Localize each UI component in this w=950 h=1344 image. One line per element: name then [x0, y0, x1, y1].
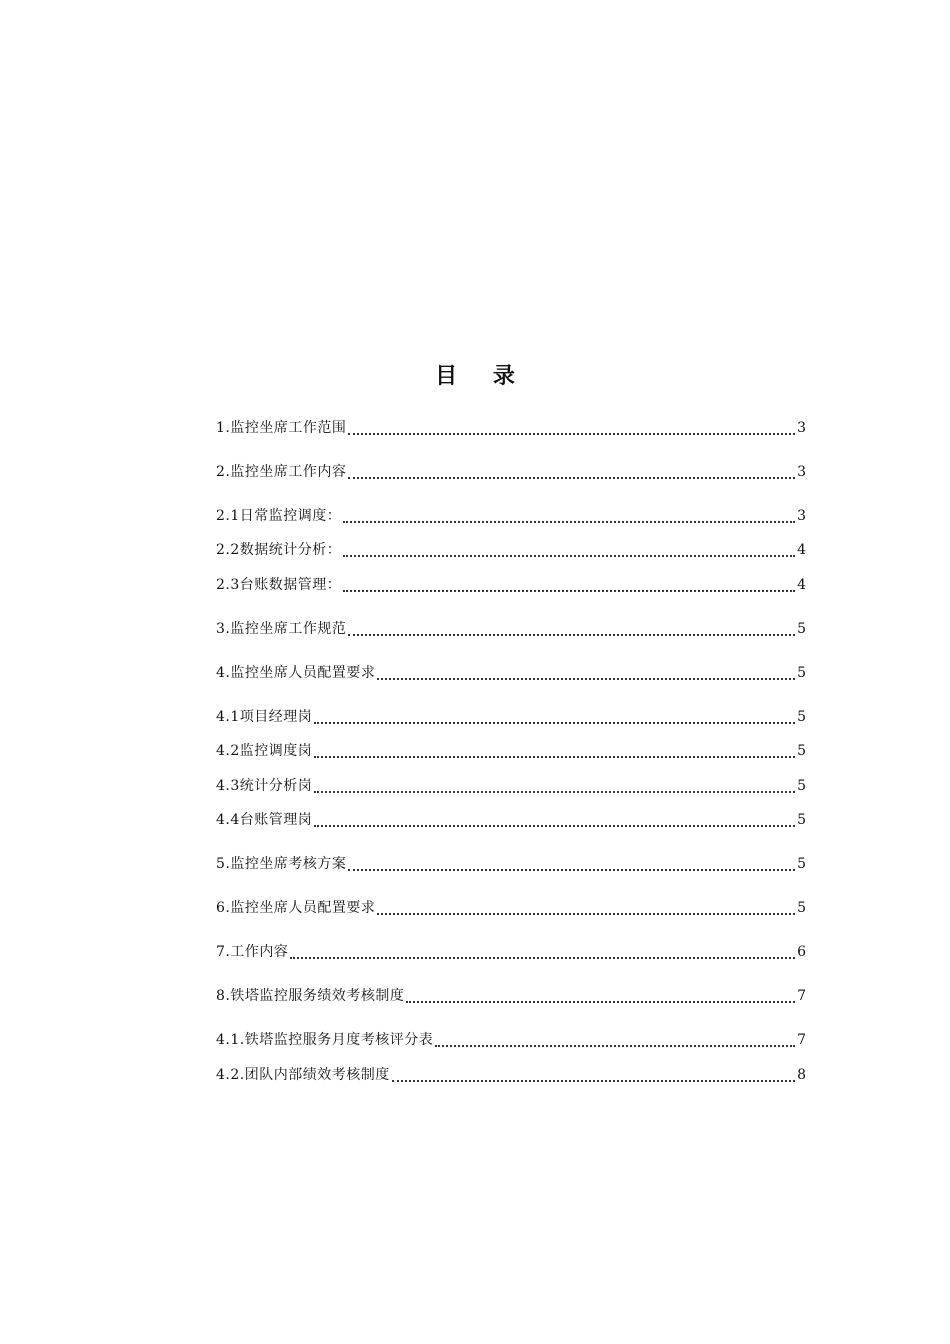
toc-entry-label: 4.1.铁塔监控服务月度考核评分表 — [216, 1032, 434, 1048]
toc-dot-leader — [435, 1045, 795, 1047]
toc-entry-label: 2.2数据统计分析： — [216, 542, 342, 558]
toc-entry[interactable] — [216, 985, 806, 1007]
toc-title: 目 录 — [435, 364, 529, 389]
toc-entry-page: 3 — [797, 508, 806, 524]
toc-dot-leader — [314, 756, 795, 758]
toc-entry[interactable] — [216, 740, 806, 762]
toc-dot-leader — [377, 913, 795, 915]
toc-entry-label: 2.监控坐席工作内容 — [216, 464, 347, 480]
toc-dot-leader — [314, 791, 795, 793]
toc-dot-leader — [348, 477, 795, 479]
toc-entry[interactable] — [216, 662, 806, 684]
toc-entry-page: 5 — [797, 743, 806, 759]
toc-entry[interactable] — [216, 1064, 806, 1086]
toc-entry-page: 4 — [797, 577, 806, 593]
toc-entry-label: 8.铁塔监控服务绩效考核制度 — [216, 988, 405, 1004]
toc-dot-leader — [406, 1001, 795, 1003]
toc-entry-label: 4.4台账管理岗 — [216, 812, 313, 828]
toc-entry-page: 5 — [797, 900, 806, 916]
toc-entry[interactable] — [216, 417, 806, 439]
toc-dot-leader — [314, 825, 795, 827]
toc-entry-page: 4 — [797, 542, 806, 558]
toc-entry[interactable] — [216, 853, 806, 875]
toc-entry-page: 5 — [797, 665, 806, 681]
toc-entry-label: 4.1项目经理岗 — [216, 709, 313, 725]
toc-entry-page: 8 — [797, 1067, 806, 1083]
toc-dot-leader — [314, 722, 795, 724]
toc-dot-leader — [348, 869, 795, 871]
toc-entry-label: 7.工作内容 — [216, 944, 289, 960]
toc-entry-page: 5 — [797, 812, 806, 828]
toc-entry-label: 4.2.团队内部绩效考核制度 — [216, 1067, 390, 1083]
toc-entry-label: 4.3统计分析岗 — [216, 778, 313, 794]
toc-entry[interactable] — [216, 775, 806, 797]
toc-dot-leader — [377, 678, 795, 680]
toc-dot-leader — [343, 521, 795, 523]
toc-entry-label: 4.2监控调度岗 — [216, 743, 313, 759]
toc-dot-leader — [348, 433, 795, 435]
toc-entry-page: 5 — [797, 709, 806, 725]
toc-entry-page: 5 — [797, 856, 806, 872]
toc-entry-page: 3 — [797, 420, 806, 436]
toc-dot-leader — [343, 590, 795, 592]
toc-entry-label: 6.监控坐席人员配置要求 — [216, 900, 376, 916]
toc-entry[interactable] — [216, 539, 806, 561]
toc-entry-label: 3.监控坐席工作规范 — [216, 621, 347, 637]
toc-entry-page: 7 — [797, 988, 806, 1004]
toc-entry[interactable] — [216, 574, 806, 596]
toc-entry-label: 4.监控坐席人员配置要求 — [216, 665, 376, 681]
toc-entry-label: 5.监控坐席考核方案 — [216, 856, 347, 872]
toc-entry[interactable] — [216, 618, 806, 640]
toc-entry[interactable] — [216, 505, 806, 527]
toc-entry-page: 6 — [797, 944, 806, 960]
toc-dot-leader — [290, 957, 795, 959]
toc-entry-label: 2.1日常监控调度： — [216, 508, 342, 524]
toc-entry[interactable] — [216, 1029, 806, 1051]
toc-entry[interactable] — [216, 941, 806, 963]
toc-dot-leader — [348, 634, 795, 636]
toc-entry[interactable] — [216, 461, 806, 483]
toc-entry-page: 5 — [797, 621, 806, 637]
toc-dot-leader — [392, 1080, 795, 1082]
toc-entry[interactable] — [216, 706, 806, 728]
toc-entry-page: 7 — [797, 1032, 806, 1048]
toc-entry[interactable] — [216, 809, 806, 831]
toc-dot-leader — [343, 555, 795, 557]
toc-entry[interactable] — [216, 897, 806, 919]
toc-entry-page: 5 — [797, 778, 806, 794]
toc-entry-label: 1.监控坐席工作范围 — [216, 420, 347, 436]
toc-entry-label: 2.3台账数据管理： — [216, 577, 342, 593]
toc-entry-page: 3 — [797, 464, 806, 480]
